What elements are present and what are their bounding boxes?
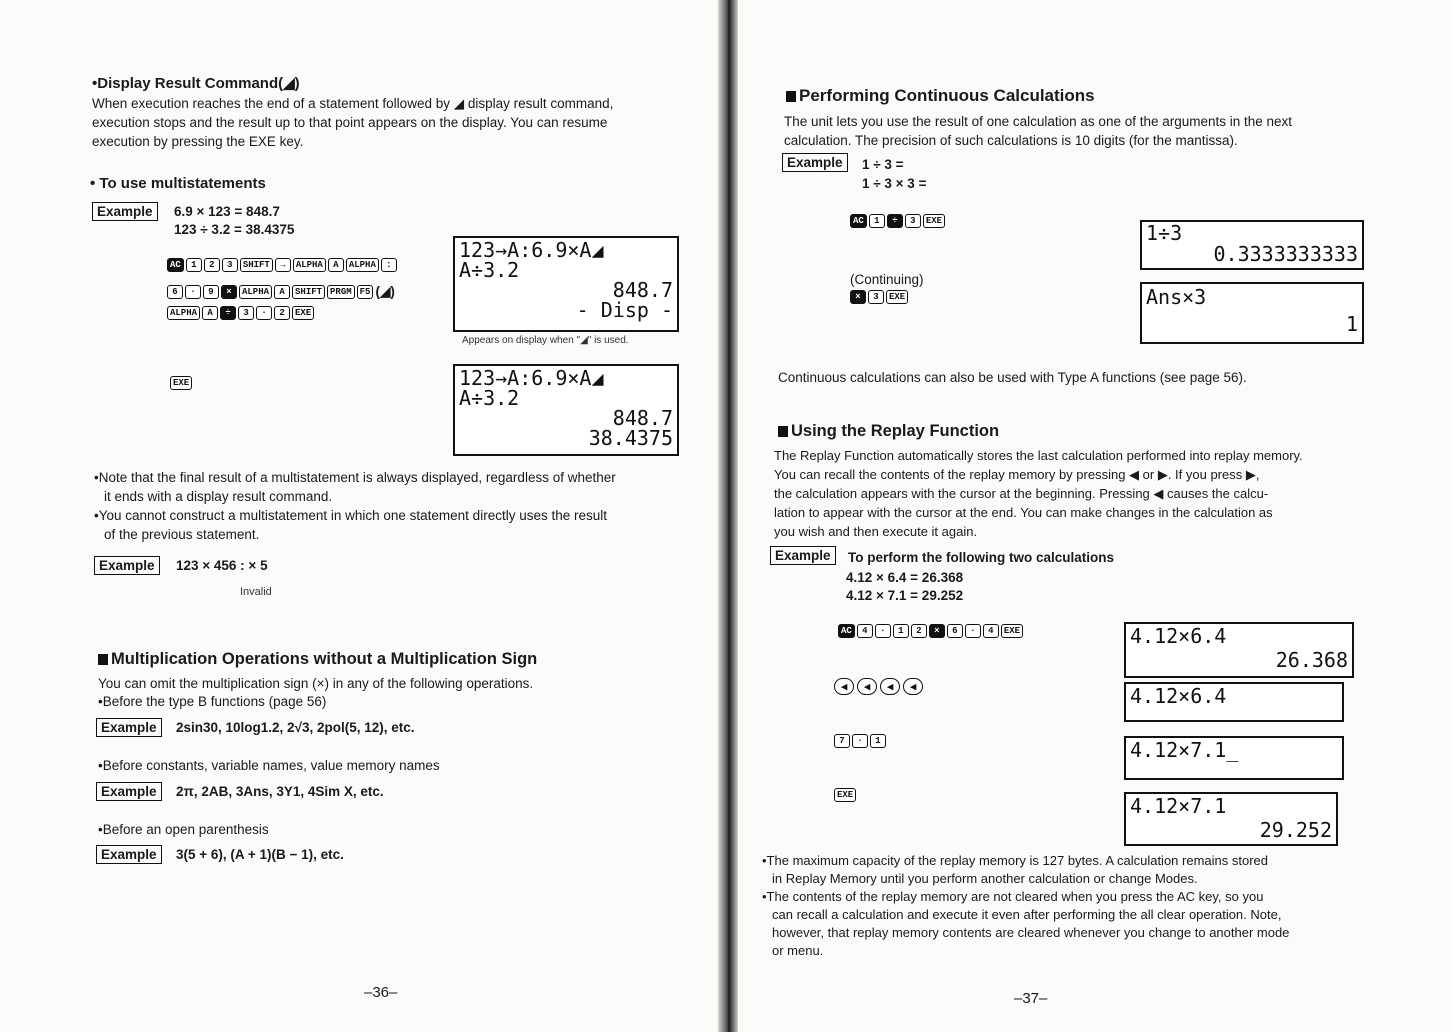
key-7: 7: [834, 734, 850, 748]
replay-keys-1: [838, 624, 1023, 638]
key-alpha: ALPHA: [293, 258, 326, 272]
key-sequence-row-3: [167, 306, 314, 320]
key-ac: AC: [167, 258, 184, 272]
square-bullet-icon: [98, 654, 108, 665]
key-1: 1: [869, 214, 885, 228]
key-exe: EXE: [886, 290, 908, 304]
key-4: 4: [857, 624, 873, 638]
key-shift: SHIFT: [292, 285, 325, 299]
key-point: ·: [875, 624, 891, 638]
key-2: 2: [911, 624, 927, 638]
page-number: –37–: [1014, 990, 1048, 1007]
continuous-paragraph: The unit lets you use the result of one calculation as one of the arguments in the next calculation. The precision of such calculations is 10 digits (for the mantissa).: [784, 114, 1293, 148]
replay-calc-1: 4.12 × 6.4 = 26.368: [846, 570, 964, 585]
right-page: [738, 0, 1452, 1032]
key-a: A: [202, 306, 218, 320]
continuous-heading: Performing Continuous Calculations: [786, 86, 1095, 106]
before-constants: •Before constants, variable names, value memory names: [98, 758, 440, 773]
key-1: 1: [893, 624, 909, 638]
lcd-display-replay-2: 4.12×6.4: [1124, 682, 1344, 722]
key-alpha: ALPHA: [167, 306, 200, 320]
key-a: A: [328, 258, 344, 272]
lcd-display-replay-4: 4.12×7.1 29.252: [1124, 792, 1338, 846]
key-ac: AC: [838, 624, 855, 638]
key-point: ·: [852, 734, 868, 748]
replay-heading: Using the Replay Function: [778, 422, 999, 441]
key-2: 2: [274, 306, 290, 320]
key-9: 9: [203, 285, 219, 299]
multiplication-example-3: 3(5 + 6), (A + 1)(B − 1), etc.: [176, 847, 344, 862]
key-1: 1: [186, 258, 202, 272]
continuous-expr-1: 1 ÷ 3 =: [862, 157, 904, 172]
replay-paragraph: The Replay Function automatically stores the last calculation performed into replay memory. You can recall the contents of the replay memory by pressing ◀ or ▶. If you press ▶, the calculation appears with the cursor at the beginning. Pressing ◀ causes the calcu- lation to appear with the cursor at the end. You can make changes in the calculation as you wish and then execute it again.: [774, 448, 1303, 539]
key-divide: ÷: [887, 214, 903, 228]
key-colon: :: [381, 258, 397, 272]
lcd-display-replay-1: 4.12×6.4 26.368: [1124, 622, 1354, 678]
key-4: 4: [983, 624, 999, 638]
replay-keys-4: [834, 788, 856, 802]
lcd-display-2: 123→A:6.9×A◢ A÷3.2 848.7 38.4375: [453, 364, 679, 456]
lcd-display-1: 123→A:6.9×A◢ A÷3.2 848.7 - Disp -: [453, 236, 679, 332]
example-label: Example: [94, 556, 160, 575]
key-point: ·: [965, 624, 981, 638]
replay-calc-2: 4.12 × 7.1 = 29.252: [846, 588, 964, 603]
key-3: 3: [868, 290, 884, 304]
key-exe-step: [170, 376, 192, 390]
before-type-b: •Before the type B functions (page 56): [98, 694, 327, 709]
key-f5: F5: [357, 285, 374, 299]
left-page: [0, 0, 718, 1032]
continuous-keys-2: [850, 290, 908, 304]
replay-keys-2: [834, 678, 923, 695]
key-1: 1: [870, 734, 886, 748]
key-multiply: ×: [850, 290, 866, 304]
key-point: ·: [256, 306, 272, 320]
lcd-display-replay-3: 4.12×7.1_: [1124, 736, 1344, 780]
replay-example-title: To perform the following two calculations: [848, 550, 1115, 565]
left-arrow-key-icon: ◀: [834, 678, 854, 695]
key-6: 6: [167, 285, 183, 299]
page-number: –36–: [364, 984, 398, 1001]
key-arrow: →: [275, 258, 291, 272]
lcd-caption: Appears on display when "◢" is used.: [462, 335, 629, 346]
key-alpha: ALPHA: [239, 285, 272, 299]
key-sequence-row-1: [167, 258, 397, 272]
example-label: Example: [96, 718, 162, 737]
multistatement-expr-1: 6.9 × 123 = 848.7: [174, 204, 280, 219]
multiplication-example-1: 2sin30, 10log1.2, 2√3, 2pol(5, 12), etc.: [176, 720, 415, 735]
invalid-example-expr: 123 × 456 : × 5: [176, 558, 268, 573]
before-parenthesis: •Before an open parenthesis: [98, 822, 269, 837]
square-bullet-icon: [786, 91, 796, 102]
display-result-paragraph: When execution reaches the end of a statement followed by ◢ display result command, execution stops and the result up to that point appears on the display. You can resume execution by pressing the EXE key.: [92, 96, 614, 149]
continuous-keys-1: [850, 214, 945, 228]
left-arrow-key-icon: ◀: [857, 678, 877, 695]
key-2: 2: [204, 258, 220, 272]
multistatement-notes: •Note that the final result of a multistatement is always displayed, regardless of whether it ends with a display result command. •You cannot construct a multistatement in which one statement directly uses the result of the previous statement.: [94, 470, 616, 542]
left-arrow-key-icon: ◀: [880, 678, 900, 695]
key-multiply: ×: [221, 285, 237, 299]
key-3: 3: [238, 306, 254, 320]
key-3: 3: [222, 258, 238, 272]
key-exe: EXE: [1001, 624, 1023, 638]
key-exe: EXE: [834, 788, 856, 802]
key-exe: EXE: [292, 306, 314, 320]
key-divide: ÷: [220, 306, 236, 320]
example-label: Example: [782, 153, 848, 172]
display-command-symbol: (◢): [375, 284, 395, 299]
replay-notes: •The maximum capacity of the replay memory is 127 bytes. A calculation remains stored in Replay Memory until you perform another calculation or change Modes. •The contents of the replay memory are not cleared when you press the AC key, so you can recall a calculation and execute it even after performing the all clear operation. Note, however, that replay memory contents are cleared whenever you change to another mode or menu.: [762, 853, 1290, 958]
key-3: 3: [905, 214, 921, 228]
multistatement-heading: • To use multistatements: [90, 175, 266, 192]
example-label: Example: [770, 546, 836, 565]
invalid-note: Invalid: [240, 586, 272, 598]
book-spine: [718, 0, 738, 1032]
key-a: A: [274, 285, 290, 299]
multiplication-intro: You can omit the multiplication sign (×) in any of the following operations.: [98, 676, 534, 691]
continuous-expr-2: 1 ÷ 3 × 3 =: [862, 176, 927, 191]
lcd-display-continuous-1: 1÷3 0.3333333333: [1140, 220, 1364, 270]
replay-keys-3: [834, 734, 886, 748]
lcd-display-continuous-2: Ans×3 1: [1140, 282, 1364, 344]
key-prgm: PRGM: [327, 285, 355, 299]
key-sequence-row-2: [167, 282, 395, 301]
square-bullet-icon: [778, 426, 788, 437]
example-label: Example: [92, 202, 158, 221]
key-6: 6: [947, 624, 963, 638]
continuous-note: Continuous calculations can also be used with Type A functions (see page 56).: [778, 370, 1247, 385]
key-exe: EXE: [923, 214, 945, 228]
key-ac: AC: [850, 214, 867, 228]
display-result-heading: •Display Result Command(◢): [92, 75, 300, 92]
key-point: ·: [185, 285, 201, 299]
example-label: Example: [96, 782, 162, 801]
multistatement-expr-2: 123 ÷ 3.2 = 38.4375: [174, 222, 295, 237]
key-shift: SHIFT: [240, 258, 273, 272]
key-alpha: ALPHA: [346, 258, 379, 272]
key-exe: EXE: [170, 376, 192, 390]
continuing-label: (Continuing): [850, 272, 924, 287]
example-label: Example: [96, 845, 162, 864]
left-arrow-key-icon: ◀: [903, 678, 923, 695]
key-multiply: ×: [929, 624, 945, 638]
multiplication-heading: Multiplication Operations without a Multiplication Sign: [98, 650, 537, 669]
multiplication-example-2: 2π, 2AB, 3Ans, 3Y1, 4Sim X, etc.: [176, 784, 384, 799]
